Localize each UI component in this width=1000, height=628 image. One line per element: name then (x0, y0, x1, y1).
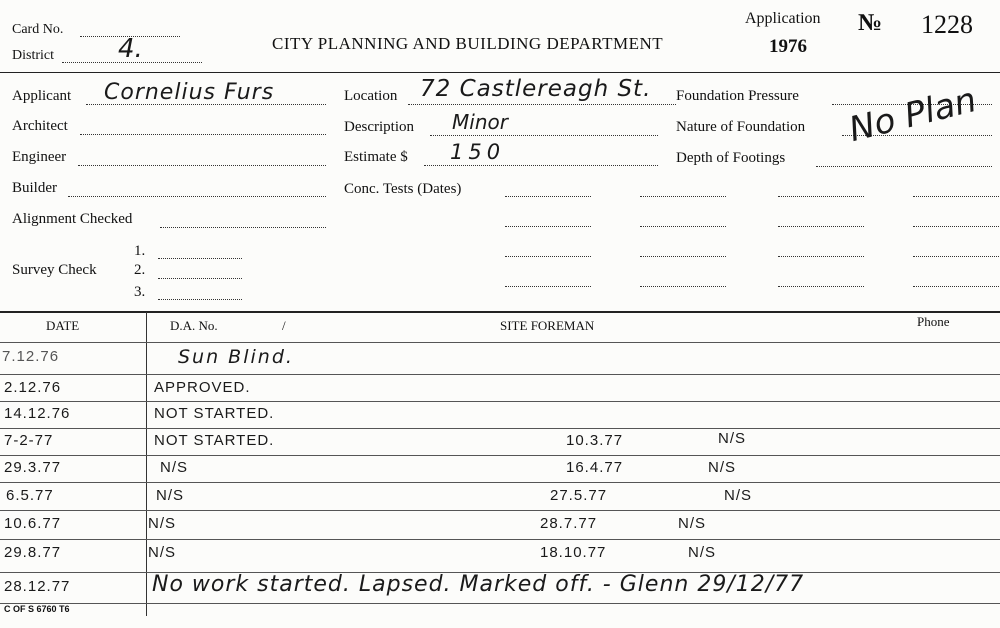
header-divider (0, 72, 1000, 73)
description-value: Minor (452, 110, 508, 134)
row-date2: 18.10.77 (540, 544, 607, 561)
row-divider (0, 401, 1000, 402)
district-value: 4. (118, 34, 143, 64)
phone-header: Phone (917, 314, 950, 329)
alignment-line (160, 227, 326, 228)
estimate-value: 150 (450, 140, 506, 164)
row-status2: N/S (724, 487, 753, 504)
builder-line (68, 196, 326, 197)
nature-of-foundation-label: Nature of Foundation (676, 119, 806, 135)
no-plan-note: No Plan (845, 80, 981, 151)
row-entry: No work started. Lapsed. Marked off. - Glenn 29/12/77 (152, 572, 805, 597)
row-date: 6.5.77 (6, 487, 54, 504)
row-status2: N/S (718, 430, 747, 447)
foundation-pressure-label: Foundation Pressure (676, 88, 799, 104)
conc-line-2b (640, 226, 726, 227)
row-date: 29.8.77 (4, 544, 62, 561)
engineer-label: Engineer (12, 149, 67, 165)
number-sign: № (858, 10, 883, 36)
row-status2: N/S (688, 544, 717, 561)
conc-line-2a (505, 226, 591, 227)
location-label: Location (344, 88, 398, 104)
survey-line-3 (158, 299, 242, 300)
row-date2: 27.5.77 (550, 487, 608, 504)
applicant-value: Cornelius Furs (104, 80, 275, 105)
row-divider (0, 428, 1000, 429)
builder-label: Builder (12, 180, 57, 196)
site-foreman-header: SITE FOREMAN (500, 318, 595, 333)
department-title: CITY PLANNING AND BUILDING DEPARTMENT (272, 34, 664, 53)
conc-line-4a (505, 286, 591, 287)
row-divider (0, 455, 1000, 456)
row-status2: N/S (708, 459, 737, 476)
conc-line-4d (913, 286, 999, 287)
date-header: DATE (46, 318, 80, 333)
row-date: 14.12.76 (4, 405, 71, 422)
row-divider (0, 603, 1000, 604)
description-line (430, 135, 658, 136)
survey-num-3: 3. (134, 284, 146, 300)
survey-num-2: 2. (134, 262, 146, 278)
da-slash: / (282, 318, 286, 333)
application-number: 1228 (921, 10, 973, 39)
location-value: 72 Castlereagh St. (420, 76, 652, 102)
survey-line-2 (158, 278, 242, 279)
depth-of-footings-label: Depth of Footings (676, 150, 786, 166)
application-year: 1976 (769, 36, 807, 57)
engineer-line (78, 165, 326, 166)
row-status2: N/S (678, 515, 707, 532)
conc-line-3b (640, 256, 726, 257)
conc-line-1c (778, 196, 864, 197)
row-date: 29.3.77 (4, 459, 62, 476)
row-entry: N/S (148, 515, 177, 532)
conc-line-1a (505, 196, 591, 197)
architect-label: Architect (12, 118, 68, 134)
card-no-label: Card No. (12, 22, 64, 37)
district-label: District (12, 48, 54, 63)
row-entry: Sun Blind. (178, 346, 294, 368)
row-entry: N/S (148, 544, 177, 561)
row-date: 7-2-77 (4, 432, 54, 449)
conc-line-1d (913, 196, 999, 197)
estimate-line (424, 165, 658, 166)
da-no-header: D.A. No. (170, 318, 218, 333)
estimate-label: Estimate $ (344, 149, 408, 165)
row-divider (0, 510, 1000, 511)
architect-line (80, 134, 326, 135)
survey-num-1: 1. (134, 243, 146, 259)
alignment-label: Alignment Checked (12, 211, 133, 227)
applicant-label: Applicant (12, 88, 72, 104)
depth-line (816, 166, 992, 167)
row-entry: APPROVED. (154, 379, 251, 396)
conc-line-3a (505, 256, 591, 257)
row-date2: 10.3.77 (566, 432, 624, 449)
table-header-divider (0, 342, 1000, 343)
row-divider (0, 482, 1000, 483)
survey-line-1 (158, 258, 242, 259)
row-date: 2.12.76 (4, 379, 62, 396)
row-entry: N/S (160, 459, 189, 476)
conc-line-2d (913, 226, 999, 227)
row-entry: NOT STARTED. (154, 432, 275, 449)
conc-line-1b (640, 196, 726, 197)
conc-line-4c (778, 286, 864, 287)
row-date: 10.6.77 (4, 515, 62, 532)
conc-line-3c (778, 256, 864, 257)
date-column-divider (146, 312, 147, 616)
row-divider (0, 374, 1000, 375)
conc-line-2c (778, 226, 864, 227)
table-top-divider (0, 311, 1000, 313)
conc-line-4b (640, 286, 726, 287)
conc-tests-label: Conc. Tests (Dates) (344, 181, 462, 197)
row-date: 7.12.76 (2, 348, 60, 365)
row-entry: N/S (156, 487, 185, 504)
conc-line-3d (913, 256, 999, 257)
application-label: Application (745, 10, 821, 27)
form-code: C OF S 6760 T6 (4, 604, 70, 614)
row-date: 28.12.77 (4, 578, 71, 595)
location-line (408, 104, 676, 105)
row-divider (0, 539, 1000, 540)
row-date2: 28.7.77 (540, 515, 598, 532)
row-date2: 16.4.77 (566, 459, 624, 476)
row-entry: NOT STARTED. (154, 405, 275, 422)
description-label: Description (344, 119, 414, 135)
survey-label: Survey Check (12, 262, 97, 278)
